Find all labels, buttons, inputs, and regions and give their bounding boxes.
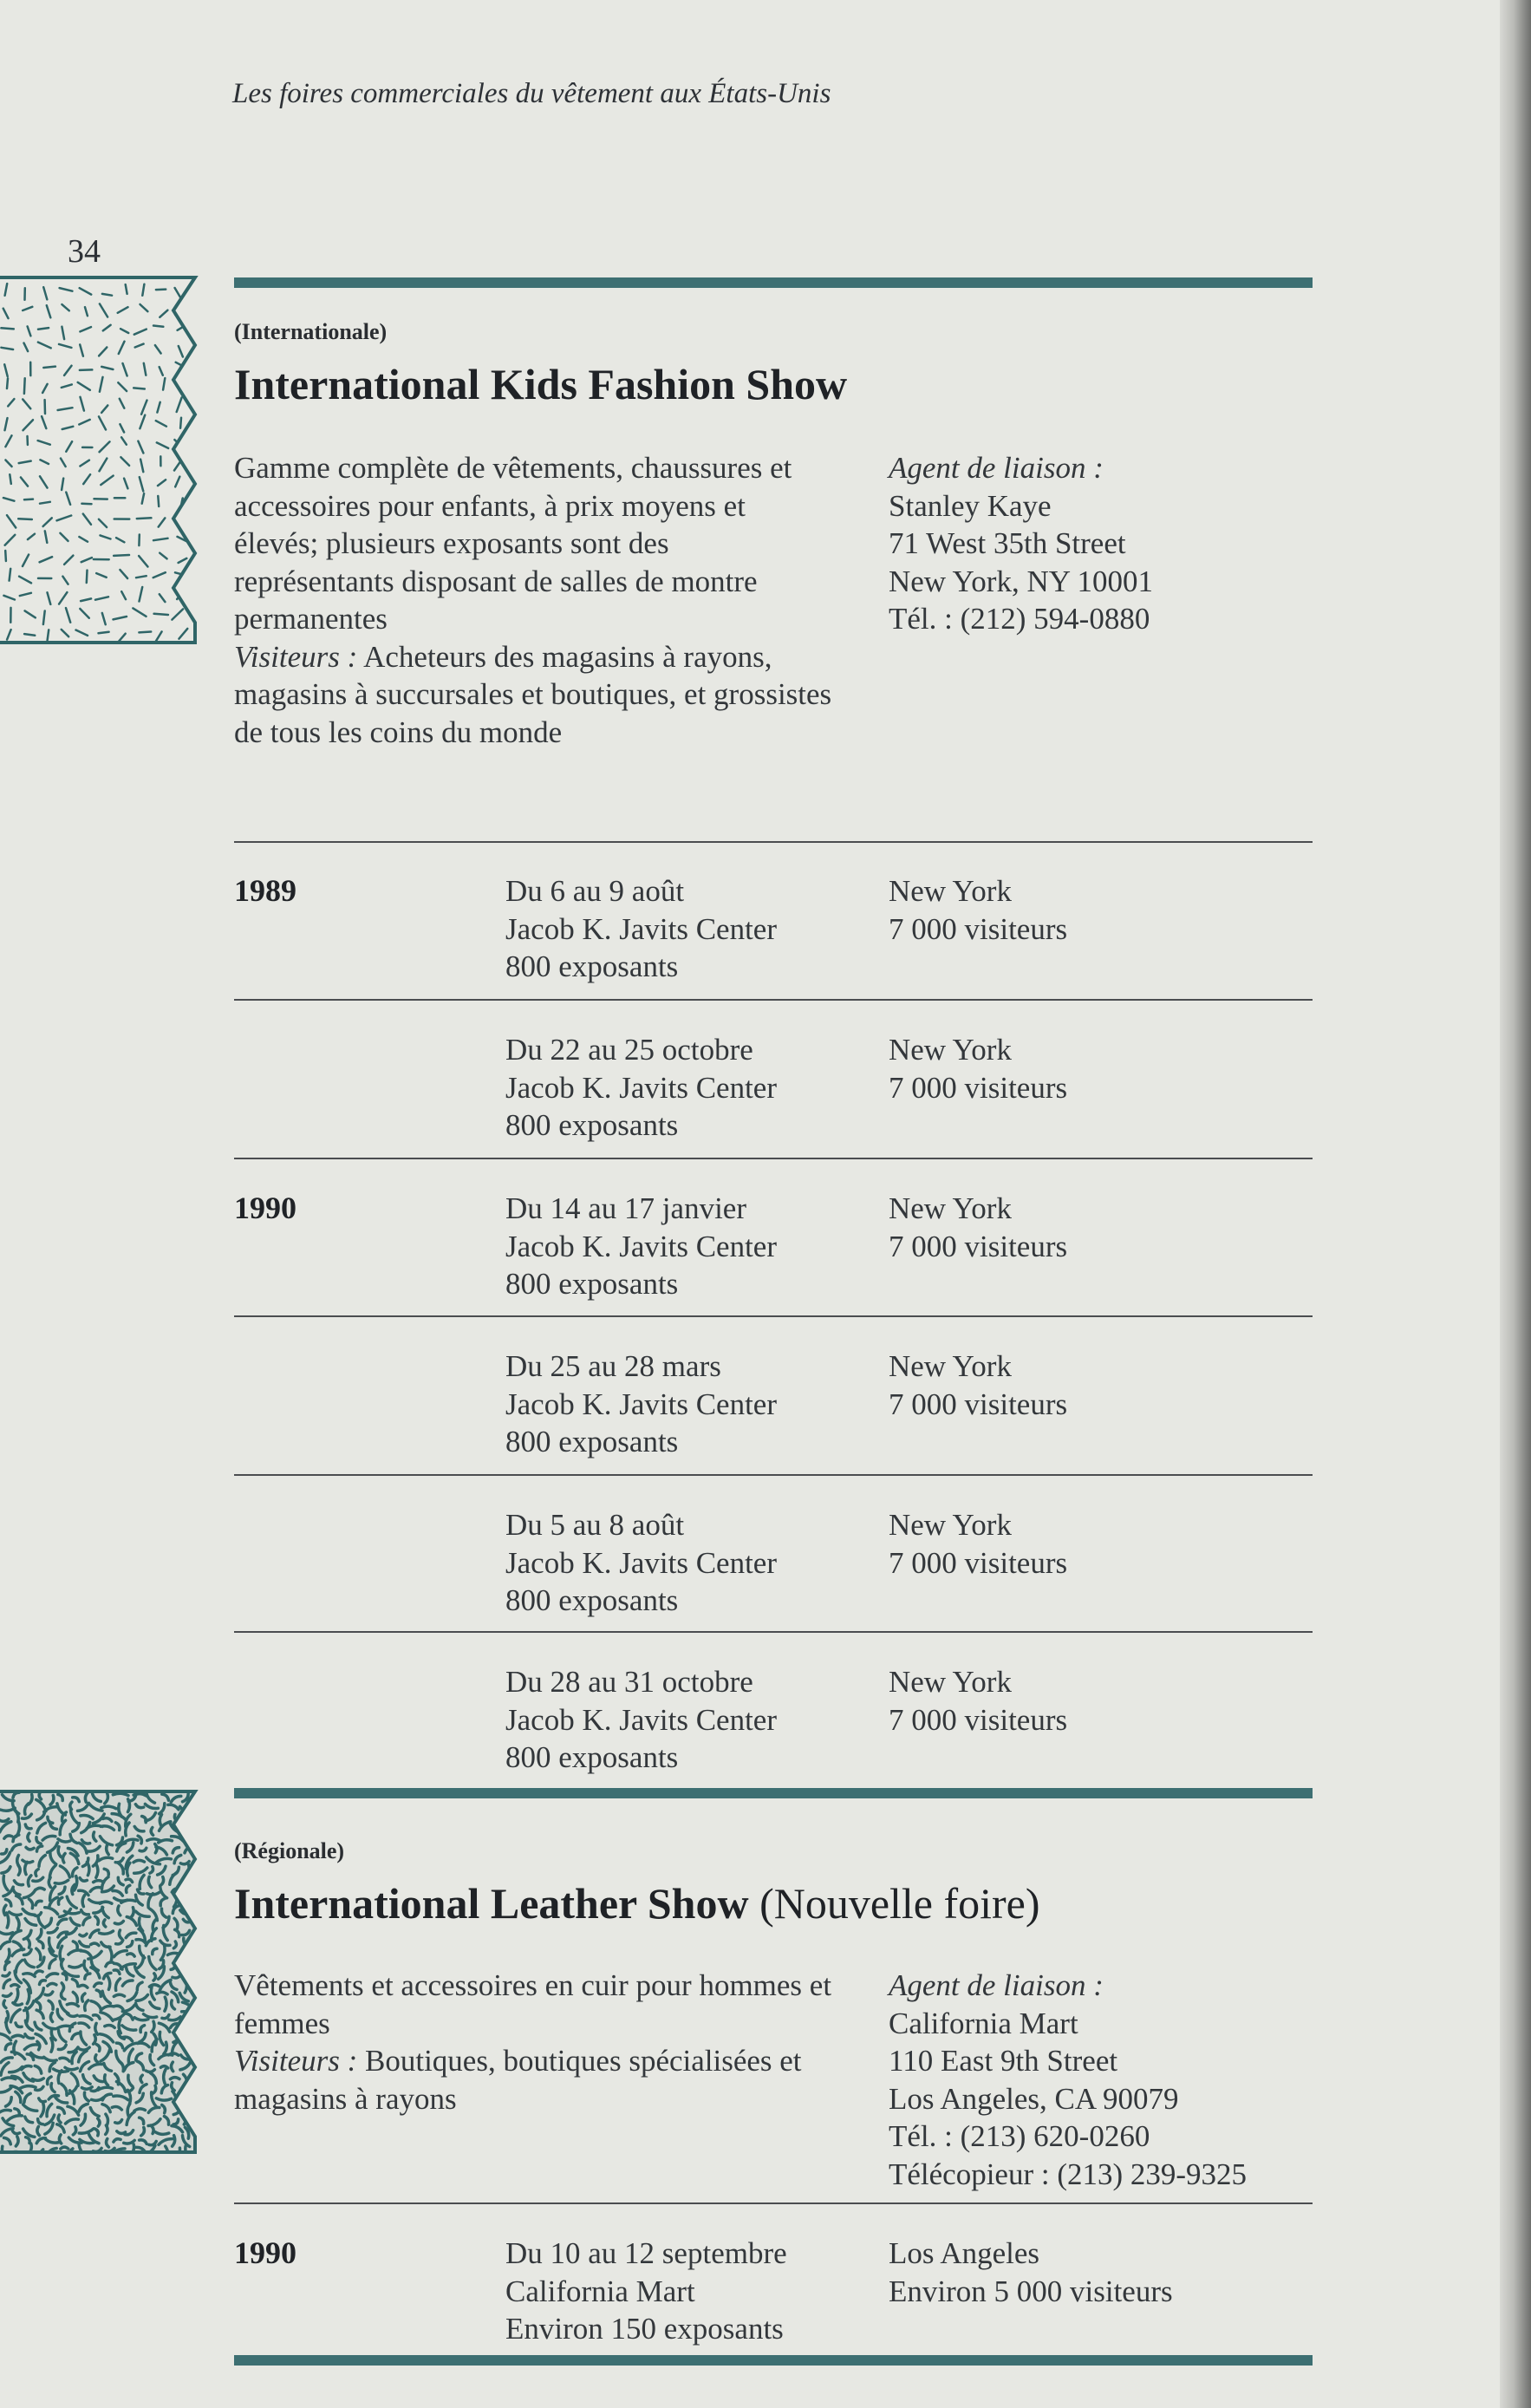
row-divider [234, 2202, 1313, 2204]
row-divider [234, 1158, 1313, 1159]
event-year: 1989 [234, 873, 296, 908]
event-dates: Du 25 au 28 mars [505, 1349, 721, 1383]
event-visitors: 7 000 visiteurs [889, 1702, 1068, 1737]
section-divider-thick [234, 277, 1313, 288]
event-visitors: 7 000 visiteurs [889, 1070, 1068, 1105]
event-exhibitors: 800 exposants [505, 1425, 679, 1459]
agent-label: Agent de liaison : [889, 451, 1104, 485]
visitors-label: Visiteurs : [234, 639, 358, 674]
description-text: Gamme complète de vêtements, chaussures et accessoires pour enfants, à prix moyens et élevés; plusieurs exposants sont des représentants disposant de salles de montre permanentes [234, 451, 792, 636]
agent-line: Stanley Kaye [889, 488, 1052, 523]
event-dates: Du 28 au 31 octobre [505, 1665, 753, 1699]
event-venue: Jacob K. Javits Center [505, 911, 777, 946]
event-exhibitors: 800 exposants [505, 1267, 679, 1301]
event-visitors: 7 000 visiteurs [889, 1387, 1068, 1421]
fair-name: International Leather Show [234, 1879, 749, 1928]
event-dates: Du 5 au 8 août [505, 1508, 685, 1542]
event-visitors: 7 000 visiteurs [889, 1229, 1068, 1263]
liaison-agent [889, 1967, 1322, 2193]
page-gutter-shadow [1500, 0, 1531, 2408]
event-city: Los Angeles [889, 2236, 1040, 2270]
event-details [505, 1190, 777, 1303]
event-details [505, 1031, 777, 1145]
event-visitors: Environ 5 000 visiteurs [889, 2274, 1173, 2308]
row-divider [234, 999, 1313, 1001]
event-venue: Jacob K. Javits Center [505, 1229, 777, 1263]
agent-line: California Mart [889, 2006, 1078, 2040]
event-location [889, 2235, 1173, 2310]
event-details [505, 1663, 777, 1777]
agent-line: Tél. : (212) 594-0880 [889, 602, 1150, 636]
event-visitors: 7 000 visiteurs [889, 1545, 1068, 1580]
event-details [505, 872, 777, 986]
event-dates: Du 6 au 9 août [505, 874, 685, 908]
section-category: (Régionale) [234, 1838, 345, 1863]
fair-name: International Kids Fashion Show [234, 360, 848, 408]
event-venue: Jacob K. Javits Center [505, 1545, 777, 1580]
row-divider [234, 1315, 1313, 1317]
agent-line: Télécopieur : (213) 239-9325 [889, 2157, 1248, 2191]
section-divider-thick [234, 1788, 1313, 1798]
event-dates: Du 22 au 25 octobre [505, 1033, 753, 1067]
agent-label: Agent de liaison : [889, 1968, 1104, 2002]
event-location [889, 872, 1067, 948]
agent-line: Tél. : (213) 620-0260 [889, 2119, 1150, 2153]
event-details [505, 2235, 787, 2348]
row-divider [234, 841, 1313, 843]
event-city: New York [889, 1349, 1012, 1383]
agent-line: New York, NY 10001 [889, 564, 1153, 598]
event-exhibitors: 800 exposants [505, 949, 679, 983]
visitors-text: Boutiques, boutiques spécialisées et magasins à rayons [234, 2044, 802, 2116]
visitors-text: Acheteurs des magasins à rayons, magasins à succursales et boutiques, et grossistes de tous les coins du monde [234, 639, 832, 749]
event-location [889, 1348, 1067, 1423]
event-exhibitors: 800 exposants [505, 1108, 679, 1142]
event-exhibitors: Environ 150 exposants [505, 2312, 784, 2346]
section-category: (Internationale) [234, 319, 388, 344]
section-title [234, 359, 847, 409]
running-head: Les foires commerciales du vêtement aux États-Unis [232, 78, 831, 109]
decorative-pattern-regional [0, 1790, 199, 2154]
event-location [889, 1663, 1067, 1739]
event-city: New York [889, 1033, 1012, 1067]
agent-line: 71 West 35th Street [889, 526, 1126, 560]
event-location [889, 1506, 1067, 1582]
event-location [889, 1031, 1067, 1106]
fair-description [234, 449, 832, 751]
fair-note: (Nouvelle foire) [759, 1879, 1040, 1928]
event-location [889, 1190, 1067, 1265]
description-text: Vêtements et accessoires en cuir pour hommes et femmes [234, 1968, 832, 2040]
event-year: 1990 [234, 2235, 296, 2270]
decorative-pattern-international [0, 276, 199, 644]
event-details [505, 1348, 777, 1461]
event-year: 1990 [234, 1191, 296, 1225]
event-venue: Jacob K. Javits Center [505, 1070, 777, 1105]
event-venue: Jacob K. Javits Center [505, 1387, 777, 1421]
visitors-label: Visiteurs : [234, 2044, 358, 2078]
row-divider [234, 1474, 1313, 1476]
event-exhibitors: 800 exposants [505, 1740, 679, 1774]
row-divider [234, 1631, 1313, 1633]
page-number: 34 [68, 233, 101, 270]
section-title [234, 1878, 1040, 1928]
event-details [505, 1506, 777, 1620]
event-venue: Jacob K. Javits Center [505, 1702, 777, 1737]
agent-line: 110 East 9th Street [889, 2044, 1118, 2078]
section-divider-thick [234, 2355, 1313, 2366]
event-visitors: 7 000 visiteurs [889, 911, 1068, 946]
event-city: New York [889, 874, 1012, 908]
event-dates: Du 10 au 12 septembre [505, 2236, 787, 2270]
event-city: New York [889, 1191, 1012, 1225]
event-venue: California Mart [505, 2274, 695, 2308]
event-dates: Du 14 au 17 janvier [505, 1191, 746, 1225]
liaison-agent [889, 449, 1322, 638]
agent-line: Los Angeles, CA 90079 [889, 2081, 1179, 2116]
event-city: New York [889, 1665, 1012, 1699]
event-exhibitors: 800 exposants [505, 1583, 679, 1617]
event-city: New York [889, 1508, 1012, 1542]
fair-description [234, 1967, 832, 2118]
